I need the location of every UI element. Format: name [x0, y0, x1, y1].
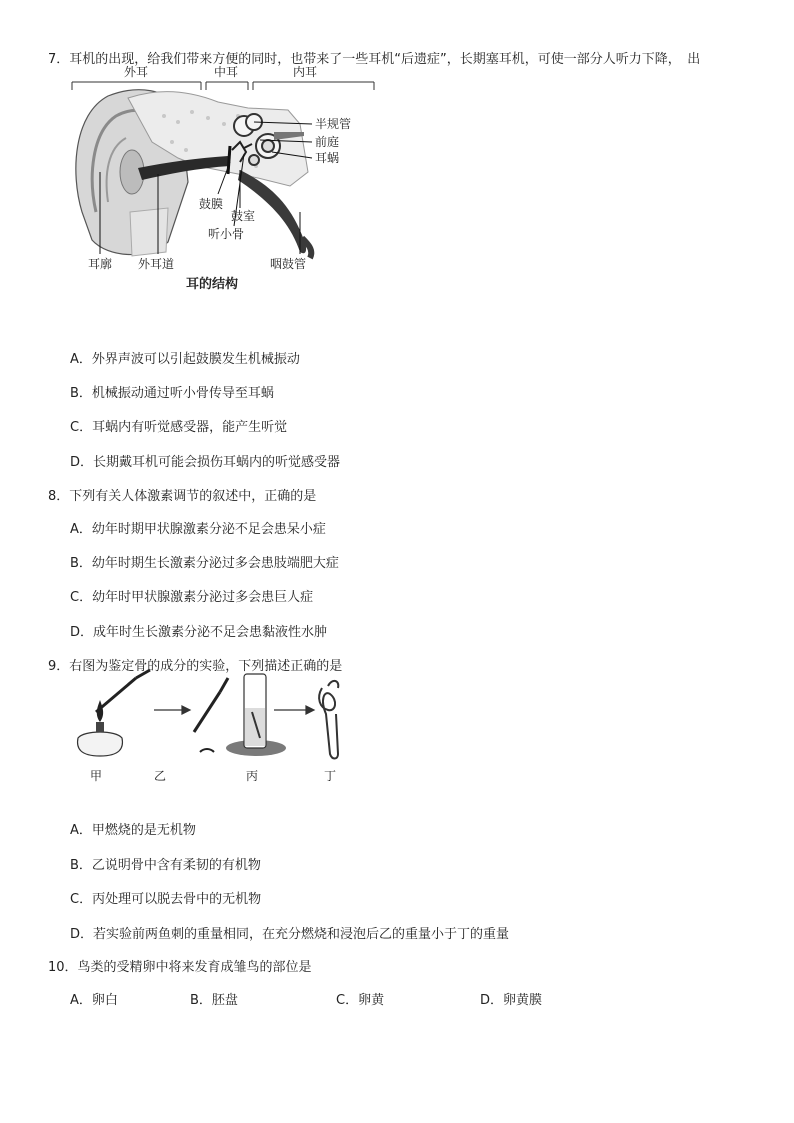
- q10-stem: 10．鸟类的受精卵中将来发育成雏鸟的部位是: [48, 960, 312, 975]
- q9-option-d: D．若实验前两鱼刺的重量相同，在充分燃烧和浸泡后乙的重量小于丁的重量: [70, 927, 510, 942]
- label-ear-canal: 外耳道: [138, 257, 175, 271]
- label-auricle: 耳廓: [88, 257, 113, 271]
- q7-option-b: B．机械振动通过听小骨传导至耳蜗: [70, 386, 274, 401]
- label-bing: 丙: [246, 769, 259, 783]
- q8-option-d: D．成年时生长激素分泌不足会患黏液性水肿: [70, 625, 328, 640]
- label-semicircular-canals: 半规管: [315, 117, 352, 131]
- q8-option-a: A．幼年时期甲状腺激素分泌不足会患呆小症: [70, 522, 326, 537]
- q9-option-a: A．甲燃烧的是无机物: [70, 823, 196, 838]
- bone-experiment-figure: [70, 668, 360, 786]
- label-eardrum: 鼓膜: [199, 197, 224, 211]
- label-middle-ear: 中耳: [214, 65, 239, 79]
- q7-option-a: A．外界声波可以引起鼓膜发生机械振动: [70, 352, 300, 367]
- label-eustachian-tube: 咽鼓管: [270, 257, 307, 271]
- q7-option-d: D．长期戴耳机可能会损伤耳蜗内的听觉感受器: [70, 455, 341, 470]
- q10-option-c: C．卵黄: [336, 993, 385, 1008]
- label-inner-ear: 内耳: [293, 65, 318, 79]
- label-outer-ear: 外耳: [124, 65, 149, 79]
- label-tympanic-cavity: 鼓室: [231, 209, 256, 223]
- ear-structure-figure: [68, 62, 388, 297]
- q9-option-b: B．乙说明骨中含有柔韧的有机物: [70, 858, 261, 873]
- knotted-bone-drawing: [319, 681, 338, 759]
- q10-option-a: A．卵白: [70, 993, 118, 1008]
- q8-option-b: B．幼年时期生长激素分泌过多会患肢端肥大症: [70, 556, 339, 571]
- q9-option-c: C．丙处理可以脱去骨中的无机物: [70, 892, 262, 907]
- q8-stem: 8．下列有关人体激素调节的叙述中，正确的是: [48, 489, 317, 504]
- q10-option-d: D．卵黄膜: [480, 993, 543, 1008]
- label-vestibule: 前庭: [315, 135, 340, 149]
- q8-option-c: C．幼年时甲状腺激素分泌过多会患巨人症: [70, 590, 314, 605]
- figure-caption-ear: 耳的结构: [186, 277, 239, 292]
- tongs-with-fishbone-2: [194, 678, 228, 732]
- tongs-with-fishbone-1: [96, 670, 150, 712]
- q7-stem: 7．耳机的出现，给我们带来方便的同时，也带来了一些耳机“后遗症”，长期塞耳机，可使一部分人听力下降， 出: [48, 52, 701, 67]
- q10-option-b: B．胚盘: [190, 993, 238, 1008]
- label-cochlea: 耳蜗: [315, 151, 340, 165]
- label-yi: 乙: [154, 769, 167, 783]
- test-tube-drawing: [226, 674, 286, 756]
- label-jia: 甲: [90, 769, 103, 783]
- label-ding: 丁: [324, 769, 337, 783]
- q7-option-c: C．耳蜗内有听觉感受器，能产生听觉: [70, 420, 288, 435]
- label-ossicles: 听小骨: [208, 227, 245, 241]
- q9-stem: 9．右图为鉴定骨的成分的实验，下列描述正确的是: [48, 659, 343, 674]
